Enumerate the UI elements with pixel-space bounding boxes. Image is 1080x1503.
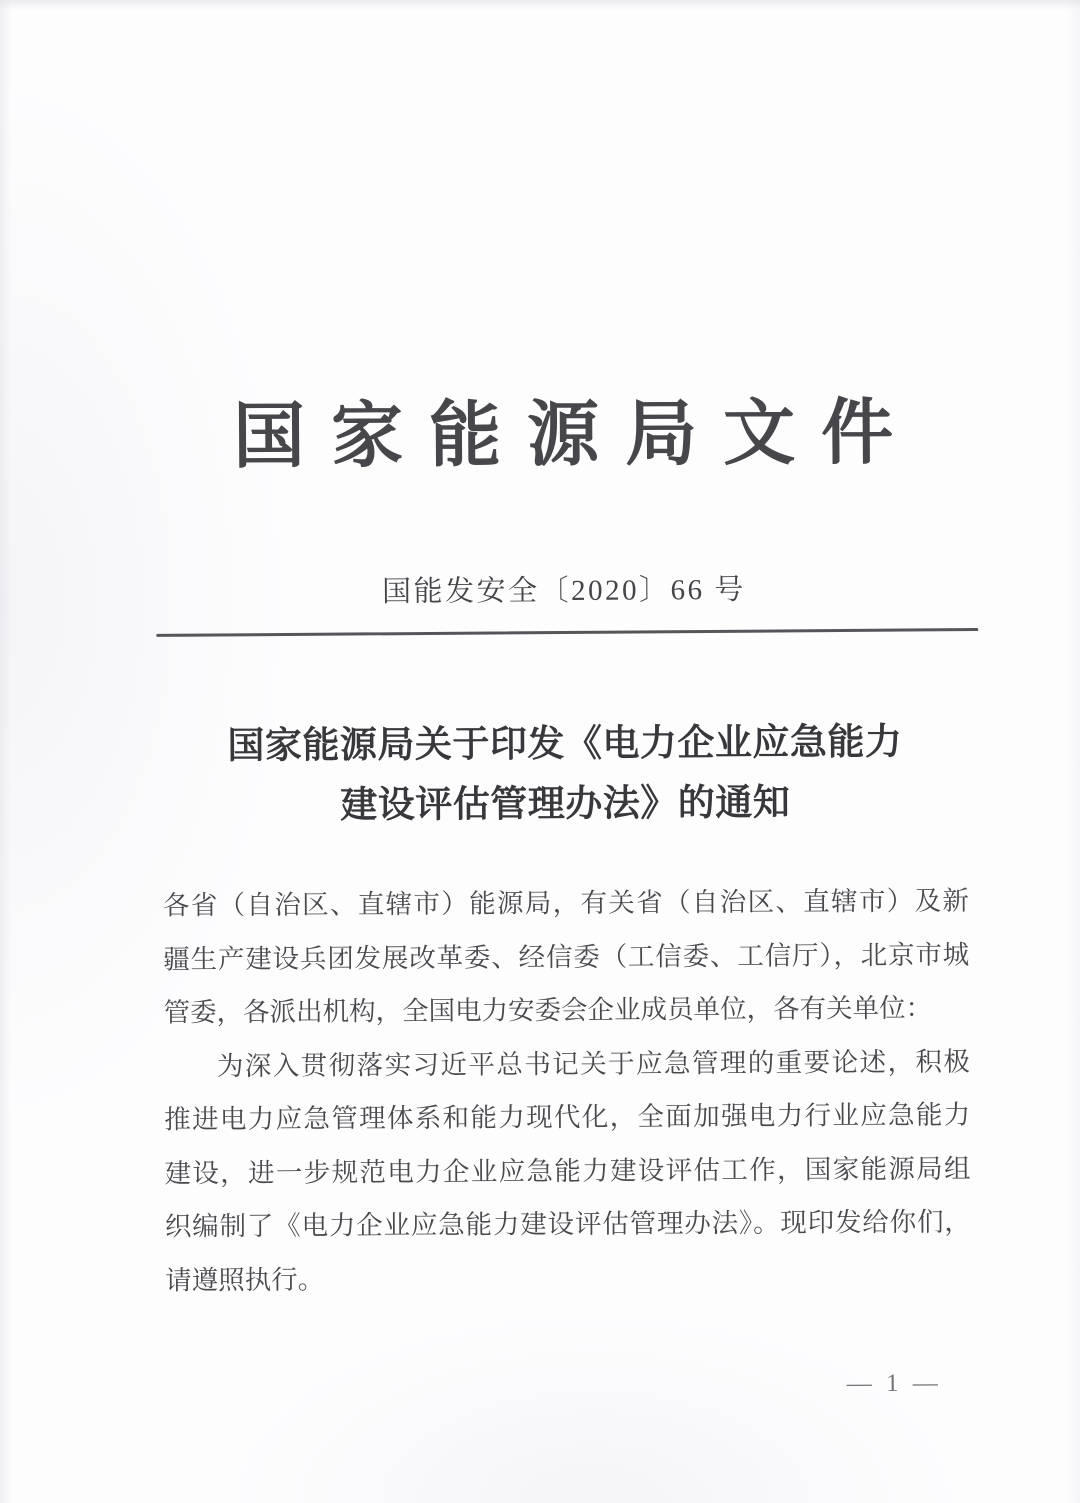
document-reference-number: 国能发安全〔2020〕66 号 (382, 573, 746, 609)
paragraph-addressees (163, 875, 970, 1040)
body-line: 管委，各派出机构，全国电力安委会企业成员单位，各有关单位： (163, 992, 933, 1028)
body-line: 疆生产建设兵团发展改革委、经信委（工信委、工信厅），北京市城 (163, 939, 970, 974)
body-line: 各省（自治区、直辖市）能源局，有关省（自治区、直辖市）及新 (162, 885, 970, 921)
notice-title (25, 711, 1080, 838)
paragraph-main (164, 1035, 972, 1307)
body-line: 为深入贯彻落实习近平总书记关于应急管理的重要论述，积极 (216, 1046, 970, 1081)
header-divider-rule (156, 628, 978, 637)
body-line: 请遵照执行。 (165, 1263, 325, 1295)
document-content (20, 0, 1080, 1503)
agency-header-title: 国家能源局文件 (232, 392, 920, 478)
page-number: — 1 — (846, 1369, 942, 1398)
notice-title-line-2: 建设评估管理办法》的通知 (340, 781, 791, 826)
body-text (163, 875, 972, 1308)
notice-title-line-1: 国家能源局关于印发《电力企业应急能力 (227, 720, 903, 767)
body-line: 推进电力应急管理体系和能力现代化，全面加强电力行业应急能力 (164, 1099, 971, 1135)
body-line: 建设，进一步规范电力企业应急能力建设评估工作，国家能源局组 (164, 1153, 971, 1188)
body-line: 织编制了《电力企业应急能力建设评估管理办法》。现印发给你们， (164, 1206, 971, 1242)
